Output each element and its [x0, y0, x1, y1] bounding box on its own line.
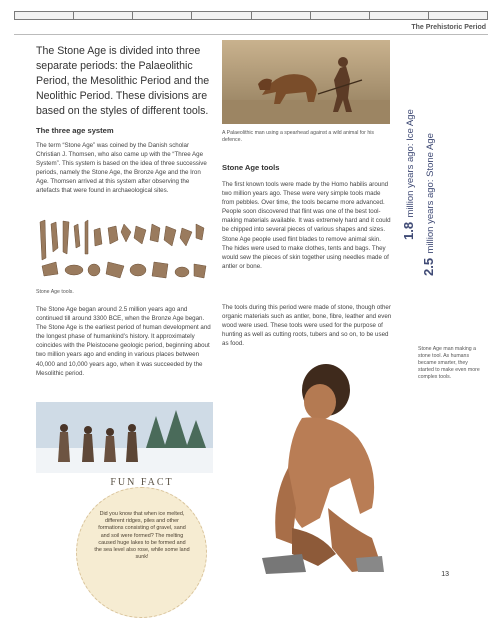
fun-fact-box	[76, 477, 207, 602]
stone-age-timeline-paragraph: The Stone Age began around 2.5 million years ago and continued till around 3300 BCE, when the Bronze Age began. The Stone Age is the earliest period of human development and the longest phase of humankind’s history. It approximately coincides with the Pleistocene geologic period, beginning about two million years ago and ending in various places between 40,000 and 10,000 years ago, when it was succeeded by the Mesolithic period.	[36, 306, 211, 377]
timeline-value: 2.5	[421, 257, 436, 276]
timeline-entry-ice-age	[400, 109, 418, 240]
hunter-caption: A Palaeolithic man using a spearhead against a wild animal for his defence.	[222, 130, 374, 143]
top-section-bar	[14, 11, 488, 20]
top-bar-segment	[15, 12, 74, 19]
timeline-value: 1.8	[401, 221, 416, 240]
page-number: 13	[441, 571, 449, 578]
stone-tools-illustration	[36, 218, 210, 286]
tools-caption: Stone Age tools.	[36, 289, 74, 295]
timeline-graphic	[398, 80, 442, 280]
top-bar-segment	[192, 12, 251, 19]
top-bar-segment	[429, 12, 487, 19]
fun-fact-title: FUN FACT	[110, 477, 174, 488]
timeline-entry-stone-age	[420, 133, 438, 276]
toolmaker-caption: Stone Age man making a stone tool. As humans became smarter, they started to make even more complex tools.	[418, 346, 480, 380]
top-bar-segment	[311, 12, 370, 19]
toolmaker-photo	[232, 358, 408, 584]
stone-tools-heading: Stone Age tools	[222, 163, 280, 172]
top-bar-segment	[74, 12, 133, 19]
top-bar-segment	[252, 12, 311, 19]
header-rule	[14, 34, 488, 35]
running-head: The Prehistoric Period	[411, 24, 486, 31]
ice-age-photo	[36, 402, 213, 473]
top-bar-segment	[133, 12, 192, 19]
top-bar-segment	[370, 12, 429, 19]
three-age-paragraph: The term “Stone Age” was coined by the Danish scholar Christian J. Thomsen, who also came up with the “Three Age System”. This system is based on the idea of three successive periods, namely the Stone Age, the Bronze Age and the Iron Age. Thomsen arrived at this system after observing the artefacts that were found in archaeological sites.	[36, 142, 207, 195]
stone-tools-paragraph-2: The tools during this period were made of stone, though other organic materials such as antler, bone, fibre, leather and even wood were used. These tools were used for the purpose of hunting as well as cutting roots, tubers and so on, to be used as food.	[222, 304, 392, 348]
hunter-photo	[222, 40, 390, 124]
timeline-label: million years ago: Stone Age	[425, 133, 436, 254]
fun-fact-text: Did you know that when ice melted, different ridges, piles and other formations consisting of gravel, sand and soil were formed? The melting caused huge lakes to be formed and the sea level also rose, while some land sunk!	[94, 511, 190, 561]
stone-tools-paragraph-1: The first known tools were made by the Homo habilis around two million years ago. These were very simple tools made from pebbles. Over time, the tools became more advanced. People soon discovered that flint was one of the best tool-making materials available. It was extremely hard and it could be chipped into several pieces of various shapes and sizes. Stone Age people used flint blades to remove animal skin. The hides were used to make clothes, tents and bags. They would sew the pieces of skin together using needles made of antler or bone.	[222, 181, 391, 270]
timeline-label: million years ago: Ice Age	[405, 109, 416, 218]
intro-paragraph: The Stone Age is divided into three separate periods: the Palaeolithic Period, the Mesolithic Period and the Neolithic Period. These divisions are based on the styles of different tools.	[36, 45, 210, 117]
three-age-heading: The three age system	[36, 126, 114, 135]
